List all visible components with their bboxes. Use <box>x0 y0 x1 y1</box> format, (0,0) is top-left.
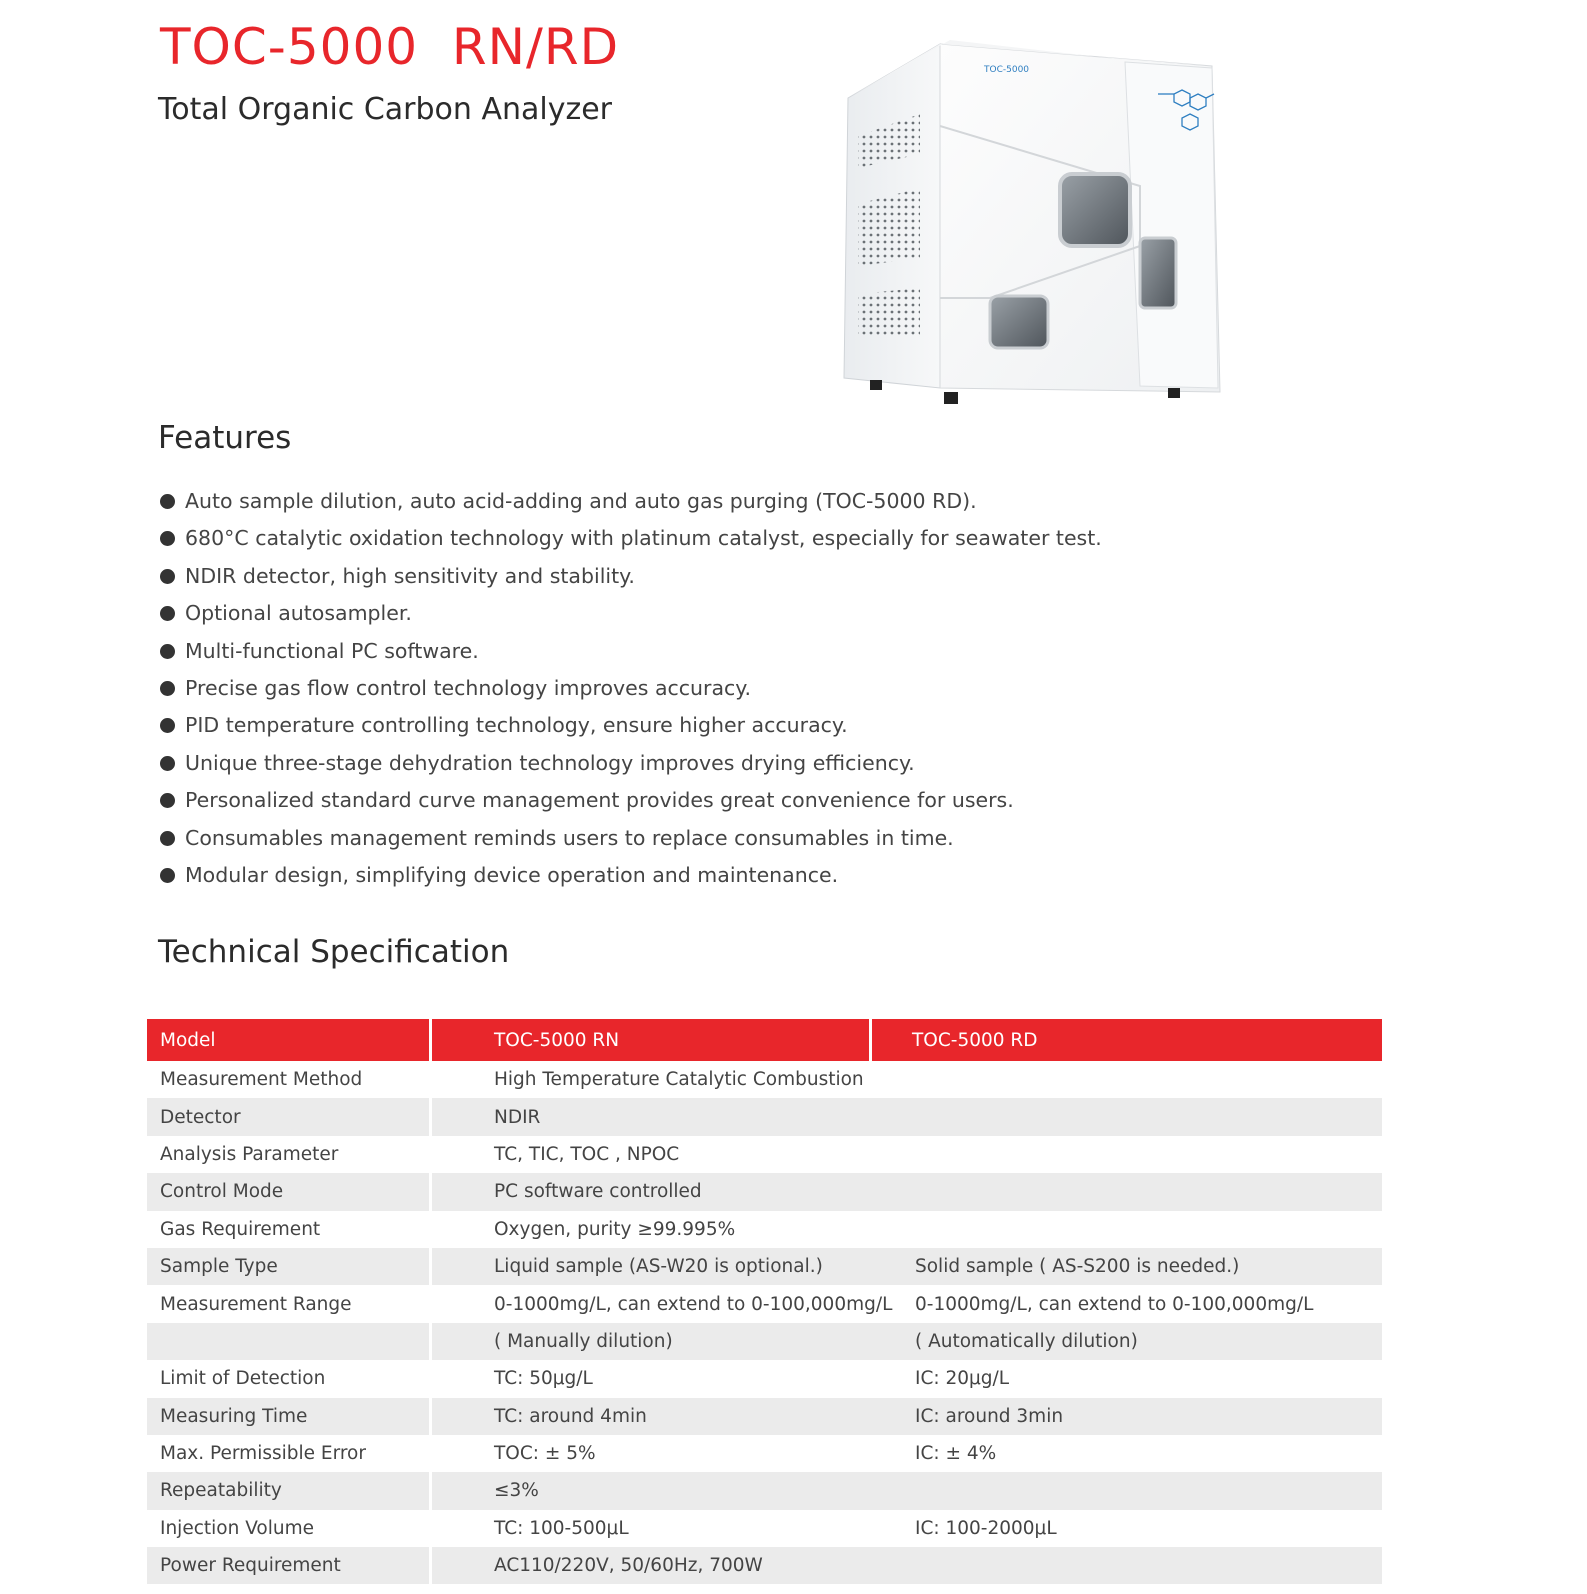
feature-item <box>160 707 1102 744</box>
bullet-icon <box>160 606 175 621</box>
features-heading: Features <box>158 420 292 456</box>
product-title: TOC-5000 RN/RD <box>160 18 620 76</box>
spec-label: Power Requirement <box>147 1547 432 1584</box>
spec-label: Control Mode <box>147 1173 432 1210</box>
table-row <box>147 1173 1382 1210</box>
spec-label: Detector <box>147 1098 432 1135</box>
bullet-icon <box>160 494 175 509</box>
bullet-icon <box>160 681 175 696</box>
spec-label: Analysis Parameter <box>147 1136 432 1173</box>
table-row <box>147 1398 1382 1435</box>
spec-value-rn: ( Manually dilution) <box>494 1330 673 1352</box>
feature-text: Optional autosampler. <box>185 601 412 626</box>
spec-value-rd <box>872 1061 1382 1098</box>
feature-text: 680°C catalytic oxidation technology with platinum catalyst, especially for seawater test. <box>185 526 1102 551</box>
bullet-icon <box>160 831 175 846</box>
spec-header-row <box>147 1019 1382 1061</box>
spec-value-rd: Solid sample ( AS-S200 is needed.) <box>915 1256 1240 1278</box>
table-row <box>147 1323 1382 1360</box>
bullet-icon <box>160 644 175 659</box>
spec-value-rd <box>872 1211 1382 1248</box>
feature-item <box>160 595 1102 632</box>
bullet-icon <box>160 718 175 733</box>
feature-item <box>160 670 1102 707</box>
feature-text: PID temperature controlling technology, ensure higher accuracy. <box>185 713 848 738</box>
spec-label: Measurement Range <box>147 1285 432 1322</box>
spec-value-rn: TOC: ± 5% <box>494 1443 596 1465</box>
header-cell-rn: TOC-5000 RN <box>432 1019 872 1061</box>
spec-value-rn: Liquid sample (AS-W20 is optional.) <box>494 1256 823 1278</box>
spec-label <box>147 1323 432 1360</box>
spec-value-rd <box>872 1173 1382 1210</box>
feature-item <box>160 782 1102 819</box>
table-row <box>147 1510 1382 1547</box>
feature-item <box>160 558 1102 595</box>
spec-value-rd <box>872 1098 1382 1135</box>
product-subtitle: Total Organic Carbon Analyzer <box>158 92 612 127</box>
spec-table <box>147 1019 1382 1584</box>
feature-text: Personalized standard curve management provides great convenience for users. <box>185 788 1014 813</box>
table-row <box>147 1547 1382 1584</box>
table-row <box>147 1435 1382 1472</box>
spec-value-rd: IC: 20μg/L <box>915 1368 1010 1390</box>
spec-value-rn: AC110/220V, 50/60Hz, 700W <box>494 1555 763 1577</box>
bullet-icon <box>160 793 175 808</box>
spec-label: Gas Requirement <box>147 1211 432 1248</box>
spec-value-rd <box>872 1136 1382 1173</box>
spec-label: Repeatability <box>147 1472 432 1509</box>
feature-item <box>160 820 1102 857</box>
spec-value-rn: NDIR <box>494 1106 541 1128</box>
spec-label: Injection Volume <box>147 1510 432 1547</box>
feature-text: Multi-functional PC software. <box>185 638 479 663</box>
bullet-icon <box>160 569 175 584</box>
table-row <box>147 1472 1382 1509</box>
spec-value-rd: 0-1000mg/L, can extend to 0-100,000mg/L <box>915 1293 1314 1315</box>
spec-value-rn: TC, TIC, TOC , NPOC <box>494 1143 680 1165</box>
analyzer-device-image <box>840 36 1240 416</box>
header-cell-rd: TOC-5000 RD <box>912 1029 1038 1051</box>
spec-label: Sample Type <box>147 1248 432 1285</box>
features-list <box>160 483 1102 894</box>
spec-label: Measurement Method <box>147 1061 432 1098</box>
feature-item <box>160 483 1102 520</box>
spec-value-rn: High Temperature Catalytic Combustion <box>494 1069 864 1091</box>
spec-value-rn: TC: around 4min <box>494 1405 647 1427</box>
device-brand-label: TOC-5000 <box>984 65 1030 75</box>
spec-value-rn: TC: 100-500μL <box>494 1517 629 1539</box>
feature-text: Unique three-stage dehydration technology improves drying efficiency. <box>185 750 915 775</box>
feature-item <box>160 520 1102 557</box>
feature-text: Precise gas flow control technology improves accuracy. <box>185 675 752 700</box>
table-row <box>147 1136 1382 1173</box>
feature-text: Consumables management reminds users to replace consumables in time. <box>185 825 954 850</box>
spec-value-rn: Oxygen, purity ≥99.995% <box>494 1218 736 1240</box>
feature-text: Modular design, simplifying device operation and maintenance. <box>185 862 839 887</box>
feature-item <box>160 857 1102 894</box>
bullet-icon <box>160 868 175 883</box>
spec-value-rd: IC: around 3min <box>915 1405 1064 1427</box>
spec-value-rn: PC software controlled <box>494 1181 702 1203</box>
bullet-icon <box>160 531 175 546</box>
table-row <box>147 1360 1382 1397</box>
table-row <box>147 1098 1382 1135</box>
spec-value-rn: TC: 50μg/L <box>494 1368 593 1390</box>
spec-value-rd: ( Automatically dilution) <box>915 1330 1138 1352</box>
spec-heading: Technical Specification <box>158 934 510 970</box>
feature-item <box>160 745 1102 782</box>
spec-label: Limit of Detection <box>147 1360 432 1397</box>
table-row <box>147 1211 1382 1248</box>
spec-value-rd: IC: 100-2000μL <box>915 1517 1057 1539</box>
table-row <box>147 1061 1382 1098</box>
feature-text: NDIR detector, high sensitivity and stability. <box>185 563 635 588</box>
bullet-icon <box>160 756 175 771</box>
table-row <box>147 1285 1382 1322</box>
spec-value-rn: ≤3% <box>494 1480 539 1502</box>
header-cell-model: Model <box>147 1019 432 1061</box>
feature-item <box>160 633 1102 670</box>
spec-value-rd: IC: ± 4% <box>915 1443 997 1465</box>
table-row <box>147 1248 1382 1285</box>
spec-label: Measuring Time <box>147 1398 432 1435</box>
spec-label: Max. Permissible Error <box>147 1435 432 1472</box>
spec-value-rn: 0-1000mg/L, can extend to 0-100,000mg/L <box>494 1293 893 1315</box>
spec-value-rd <box>872 1547 1382 1584</box>
feature-text: Auto sample dilution, auto acid-adding and auto gas purging (TOC-5000 RD). <box>185 489 977 513</box>
spec-value-rd <box>872 1472 1382 1509</box>
